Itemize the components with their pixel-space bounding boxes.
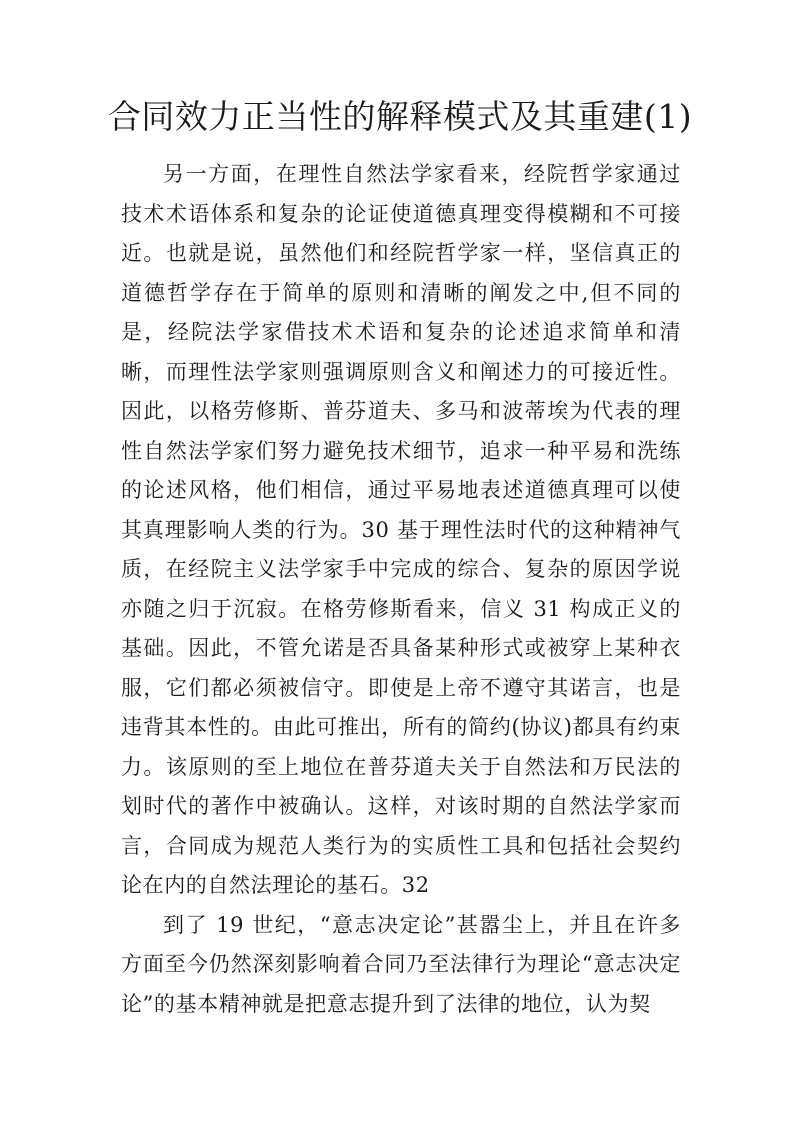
document-title: 合同效力正当性的解释模式及其重建(1) bbox=[107, 97, 693, 136]
paragraph: 另一方面，在理性自然法学家看来，经院哲学家通过技术术语体系和复杂的论证使道德真理变得模糊和不可接近。也就是说，虽然他们和经院哲学家一样，坚信真正的道德哲学存在于简单的原则和清晰的阐发之中,但不同的是，经院法学家借技术术语和复杂的论述追求简单和清晰，而理性法学家则强调原则含义和阐述力的可接近性。因此，以格劳修斯、普芬道夫、多马和波蒂埃为代表的理性自然法学家们努力避免技术细节，追求一种平易和洗练的论述风格，他们相信，通过平易地表述道德真理可以使其真理影响人类的行为。30 基于理性法时代的这种精神气质，在经院主义法学家手中完成的综合、复杂的原因学说亦随之归于沉寂。在格劳修斯看来，信义 31 构成正义的基础。因此，不管允诺是否具备某种形式或被穿上某种衣服，它们都必须被信守。即使是上帝不遵守其诺言，也是违背其本性的。由此可推出，所有的简约(协议)都具有约束力。该原则的至上地位在普芬道夫关于自然法和万民法的划时代的著作中被确认。这样，对该时期的自然法学家而言，合同成为规范人类行为的实质性工具和包括社会契约论在内的自然法理论的基石。32 bbox=[121, 162, 681, 897]
paragraph: 到了 19 世纪，“意志决定论”甚嚣尘上，并且在许多方面至今仍然深刻影响着合同乃至法律行为理论“意志决定论”的基本精神就是把意志提升到了法律的地位，认为契 bbox=[121, 912, 681, 1016]
document-body bbox=[121, 155, 681, 1024]
